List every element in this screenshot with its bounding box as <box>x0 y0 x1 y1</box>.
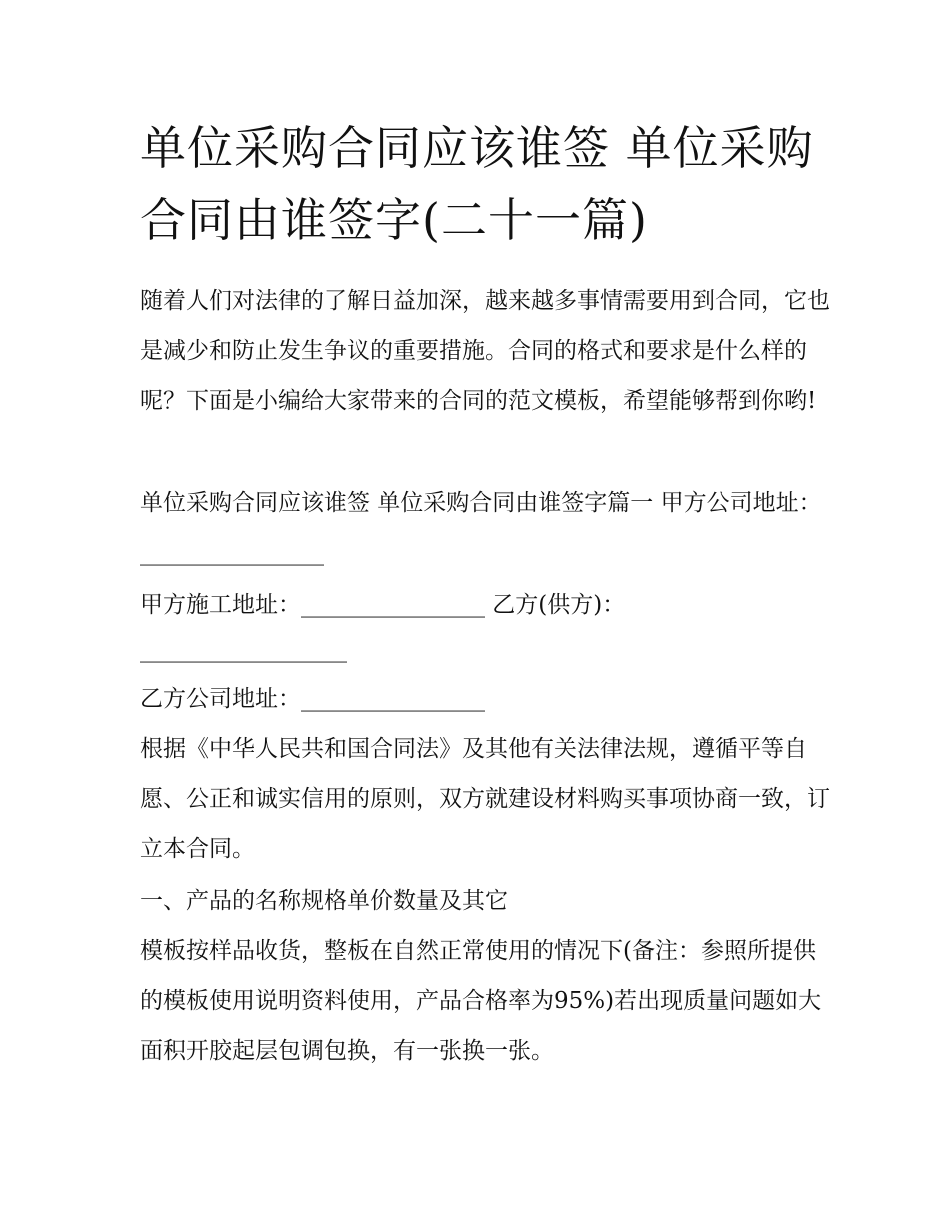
contract-heading-paragraph: 单位采购合同应该谁签 单位采购合同由谁签字篇一 甲方公司地址：________________ <box>140 490 822 566</box>
document-title: 单位采购合同应该谁签 单位采购合同由谁签字(二十一篇) <box>140 121 814 247</box>
legal-basis-paragraph: 根据《中华人民共和国合同法》及其他有关法律法规，遵循平等自愿、公正和诚实信用的原则，双方就建设材料购买事项协商一致，订立本合同。 <box>140 736 830 862</box>
intro-paragraph: 随着人们对法律的了解日益加深，越来越多事情需要用到合同，它也是减少和防止发生争议的重要措施。合同的格式和要求是什么样的呢？下面是小编给大家带来的合同的范文模板，希望能够帮到你哟! <box>140 288 830 414</box>
party-b-blank-line: __________________ <box>140 637 347 663</box>
party-b-address-line: 乙方公司地址：________________ <box>140 686 485 712</box>
section-one-heading: 一、产品的名称规格单价数量及其它 <box>140 888 508 914</box>
party-a-site-line: 甲方施工地址：________________ 乙方(供方)： <box>140 592 626 618</box>
quality-terms-paragraph: 模板按样品收货，整板在自然正常使用的情况下(备注：参照所提供的模板使用说明资料使用，产品合格率为95%)若出现质量问题如大面积开胶起层包调包换，有一张换一张。 <box>140 938 822 1064</box>
